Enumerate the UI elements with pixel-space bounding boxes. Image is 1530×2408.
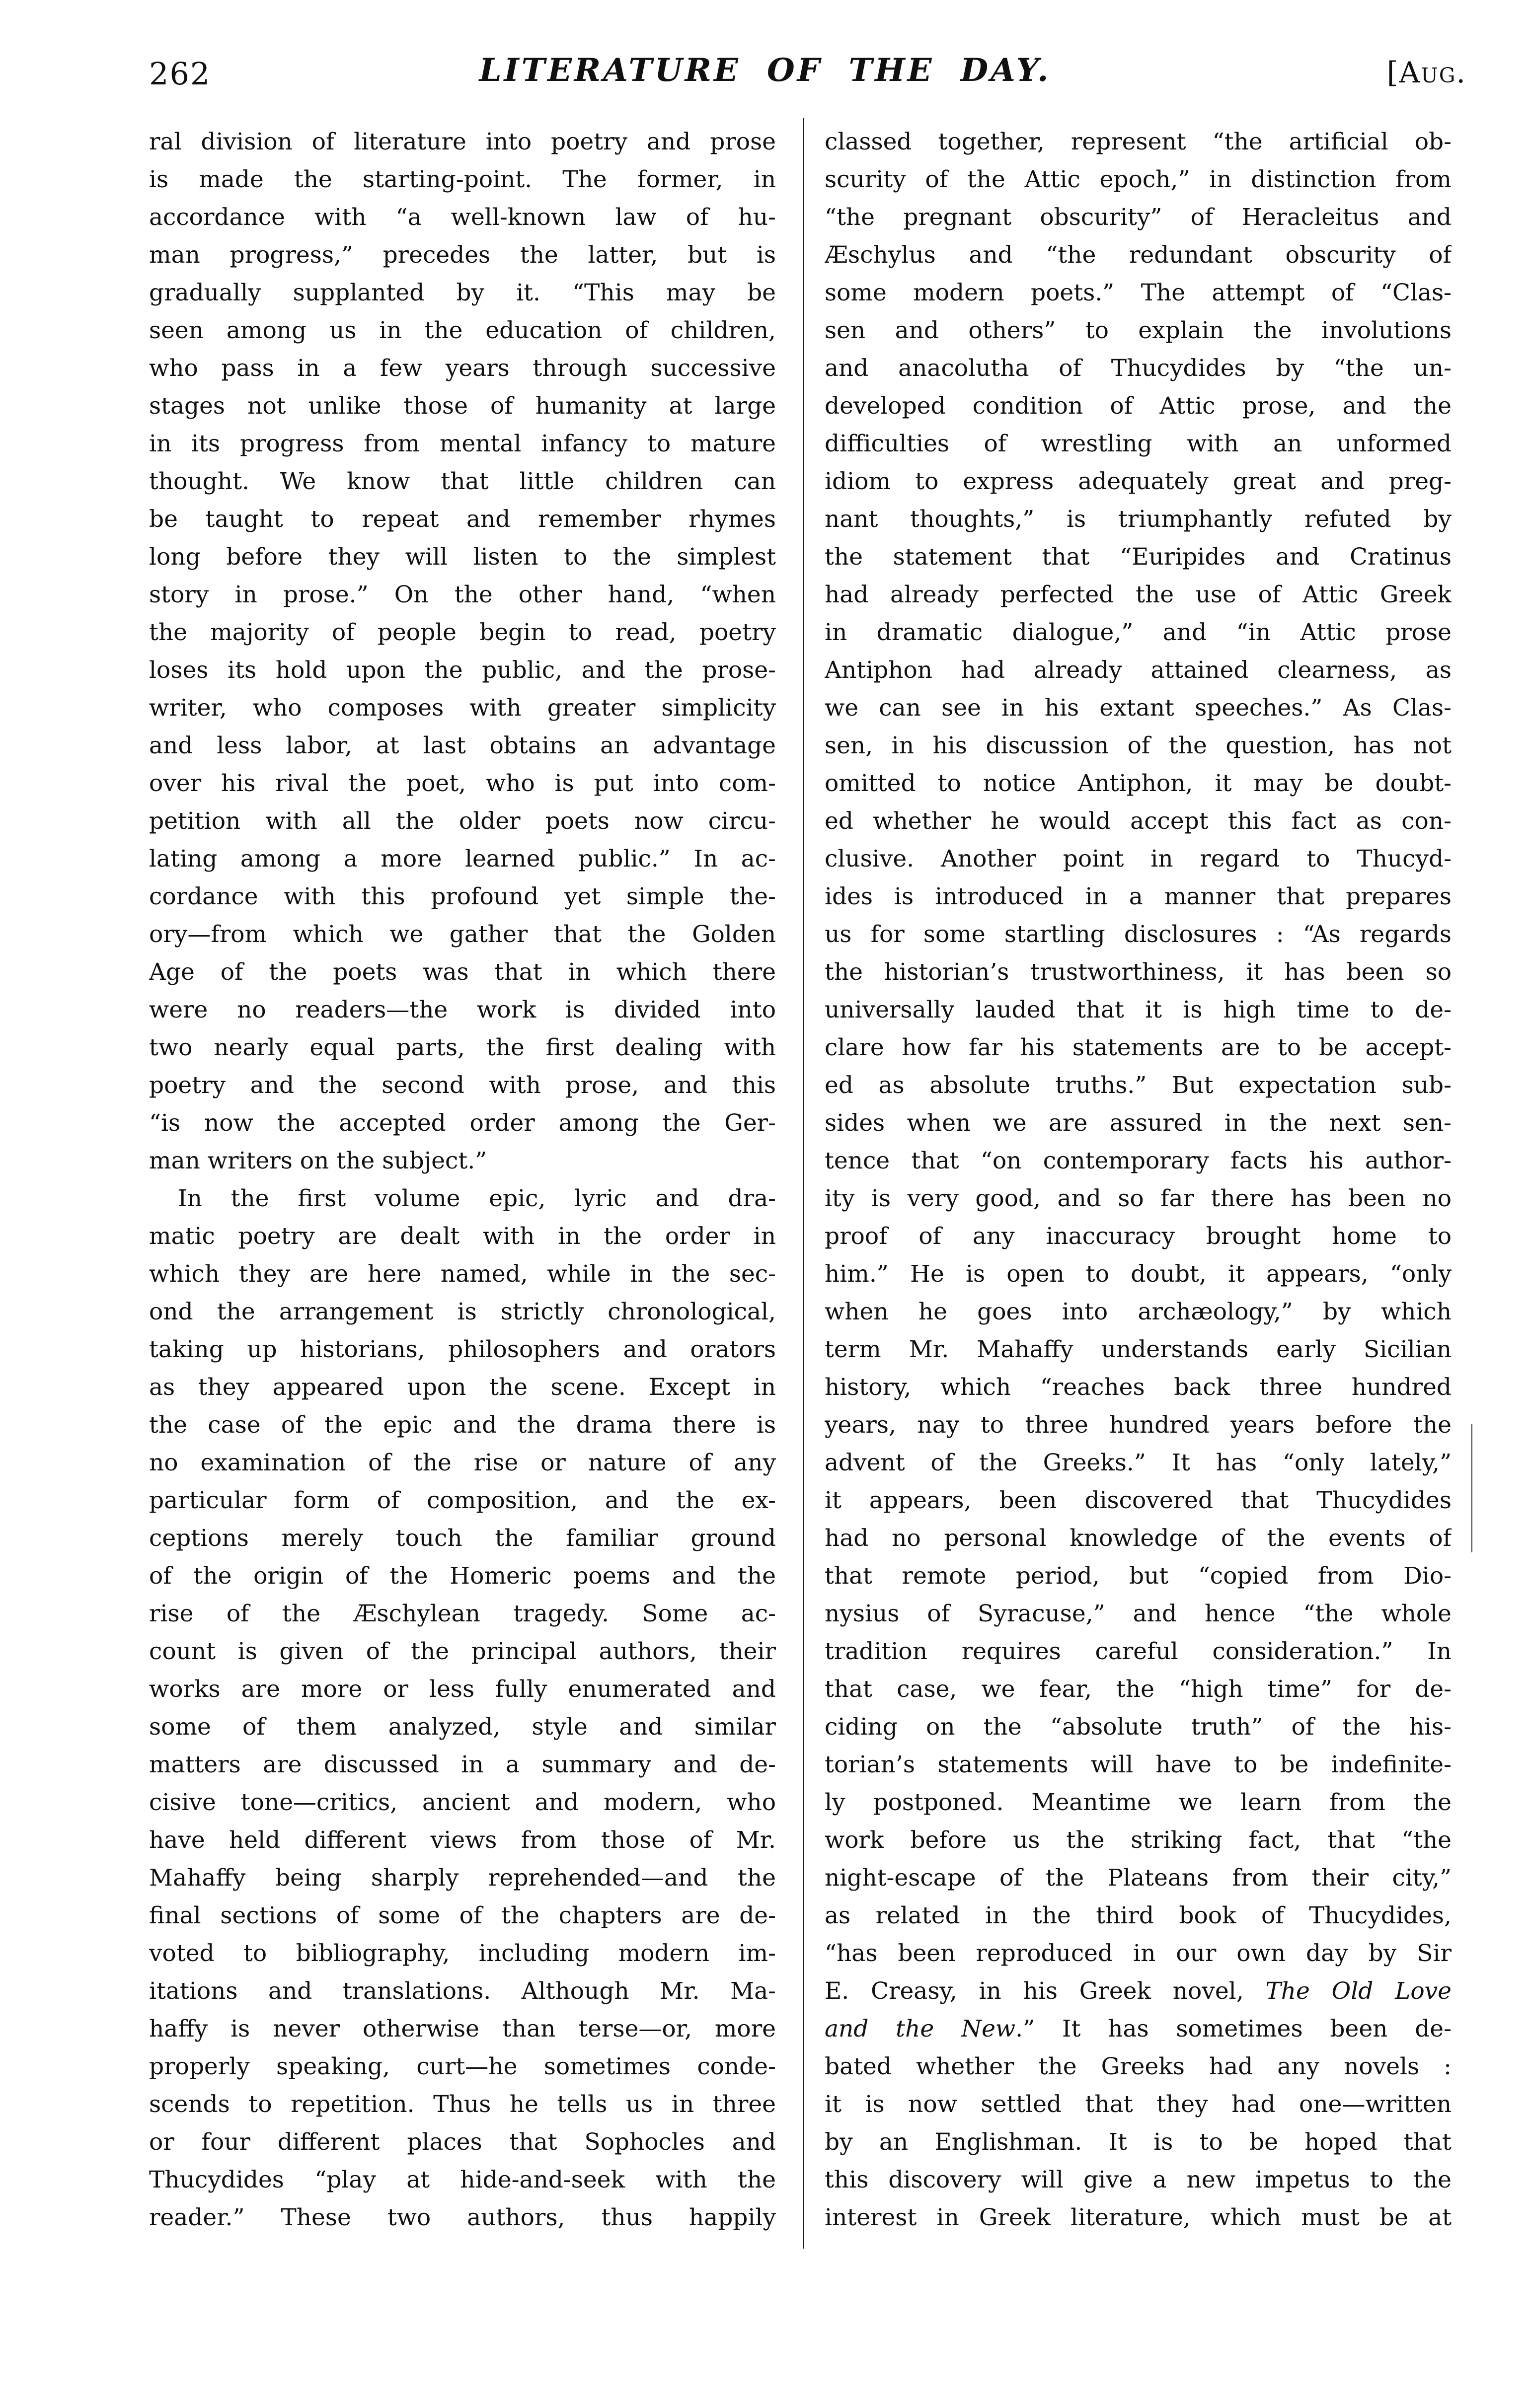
text-line: ory—from which we gather that the Golden: [149, 921, 776, 948]
text-line: rise of the Æschylean tragedy. Some ac-: [149, 1600, 776, 1627]
text-line: nant thoughts,” is triumphantly refuted by: [825, 506, 1452, 533]
text-line: ciding on the “absolute truth” of the his-: [825, 1713, 1452, 1741]
text-line: E. Creasy, in his Greek novel, The Old Love: [825, 1977, 1452, 2005]
text-line: matic poetry are dealt with in the order in: [149, 1223, 776, 1250]
text-line: ed whether he would accept this fact as con-: [825, 807, 1452, 835]
text-line: years, nay to three hundred years before the: [825, 1411, 1452, 1439]
text-line: cordance with this profound yet simple the-: [149, 883, 776, 910]
text-line: gradually supplanted by it. “This may be: [149, 279, 776, 306]
text-line: which they are here named, while in the sec-: [149, 1260, 776, 1288]
text-line: be taught to repeat and remember rhymes: [149, 506, 776, 533]
text-line: us for some startling disclosures : “As regards: [825, 921, 1452, 948]
text-line: by an Englishman. It is to be hoped that: [825, 2128, 1452, 2156]
text-line: it is now settled that they had one—written: [825, 2091, 1452, 2118]
text-line: ity is very good, and so far there has been no: [825, 1185, 1452, 1212]
text-line: story in prose.” On the other hand, “when: [149, 581, 776, 608]
text-line: or four different places that Sophocles and: [149, 2128, 776, 2156]
text-line: some of them analyzed, style and similar: [149, 1713, 776, 1741]
text-line: In the first volume epic, lyric and dra-: [178, 1185, 776, 1212]
text-column-left: [149, 123, 776, 2237]
text-line: clusive. Another point in regard to Thucyd-: [825, 845, 1452, 873]
text-line: that remote period, but “copied from Dio-: [825, 1562, 1452, 1590]
text-line: sides when we are assured in the next sen-: [825, 1109, 1452, 1137]
text-line: were no readers—the work is divided into: [149, 996, 776, 1023]
text-line: ed as absolute truths.” But expectation sub-: [825, 1072, 1452, 1099]
text-line: thought. We know that little children can: [149, 468, 776, 495]
text-line: ly postponed. Meantime we learn from the: [825, 1789, 1452, 1816]
text-line: scurity of the Attic epoch,” in distinction from: [825, 166, 1452, 193]
text-line: of the origin of the Homeric poems and the: [149, 1562, 776, 1590]
text-line: had already perfected the use of Attic Greek: [825, 581, 1452, 608]
text-line: work before us the striking fact, that “the: [825, 1826, 1452, 1854]
text-line: in its progress from mental infancy to mature: [149, 430, 776, 457]
book-title-italic: and the New: [825, 2015, 1016, 2043]
text-line: writer, who composes with greater simplicity: [149, 694, 776, 722]
text-line: taking up historians, philosophers and orators: [149, 1336, 776, 1363]
text-column-right: [825, 123, 1452, 2237]
text-line: “has been reproduced in our own day by Sir: [825, 1940, 1452, 1967]
text-line: is made the starting-point. The former, in: [149, 166, 776, 193]
text-line: torian’s statements will have to be indefinite-: [825, 1751, 1452, 1778]
text-line: term Mr. Mahaffy understands early Sicilian: [825, 1336, 1452, 1363]
text-line: sen, in his discussion of the question, has not: [825, 732, 1452, 759]
text-line: in dramatic dialogue,” and “in Attic prose: [825, 619, 1452, 646]
text-line: two nearly equal parts, the first dealing with: [149, 1034, 776, 1061]
text-line: history, which “reaches back three hundred: [825, 1374, 1452, 1401]
text-line: advent of the Greeks.” It has “only lately,”: [825, 1449, 1452, 1476]
text-line: the statement that “Euripides and Cratinus: [825, 543, 1452, 571]
text-line: seen among us in the education of children,: [149, 317, 776, 344]
scan-artifact-line: [1471, 1424, 1472, 1552]
text-line: scends to repetition. Thus he tells us in three: [149, 2091, 776, 2118]
text-line: haffy is never otherwise than terse—or, more: [149, 2015, 776, 2043]
text-line: omitted to notice Antiphon, it may be doubt-: [825, 770, 1452, 797]
text-line: difficulties of wrestling with an unformed: [825, 430, 1452, 457]
text-line: stages not unlike those of humanity at large: [149, 392, 776, 420]
text-line: over his rival the poet, who is put into com-: [149, 770, 776, 797]
text-line: poetry and the second with prose, and this: [149, 1072, 776, 1099]
page-number: 262: [149, 56, 211, 92]
text-line: voted to bibliography, including modern im-: [149, 1940, 776, 1967]
text-line: night-escape of the Plateans from their city,”: [825, 1864, 1452, 1892]
text-line: Age of the poets was that in which there: [149, 958, 776, 986]
text-line: bated whether the Greeks had any novels :: [825, 2053, 1452, 2080]
text-line: developed condition of Attic prose, and the: [825, 392, 1452, 420]
text-line: interest in Greek literature, which must be at: [825, 2204, 1452, 2231]
column-divider-rule: [803, 118, 804, 2249]
text-line: ond the arrangement is strictly chronological,: [149, 1298, 776, 1325]
text-line: this discovery will give a new impetus to the: [825, 2166, 1452, 2193]
text-line: Antiphon had already attained clearness, as: [825, 657, 1452, 684]
text-line: man progress,” precedes the latter, but is: [149, 241, 776, 269]
text-line: that case, we fear, the “high time” for de-: [825, 1676, 1452, 1703]
text-line: itations and translations. Although Mr. Ma-: [149, 1977, 776, 2005]
text-line: tradition requires careful consideration.” In: [825, 1638, 1452, 1665]
text-line: lating among a more learned public.” In ac-: [149, 845, 776, 873]
issue-month-label: [Aug.: [1386, 56, 1466, 89]
text-line: some modern poets.” The attempt of “Clas-: [825, 279, 1452, 306]
text-line: had no personal knowledge of the events of: [825, 1525, 1452, 1552]
text-line: ceptions merely touch the familiar ground: [149, 1525, 776, 1552]
running-title: LITERATURE OF THE DAY.: [479, 52, 1051, 89]
text-line: tence that “on contemporary facts his author-: [825, 1147, 1452, 1174]
text-line: idiom to express adequately great and preg-: [825, 468, 1452, 495]
text-line: classed together, represent “the artificial ob-: [825, 128, 1452, 155]
text-line: universally lauded that it is high time to de-: [825, 996, 1452, 1023]
text-line: nysius of Syracuse,” and hence “the whole: [825, 1600, 1452, 1627]
text-line: works are more or less fully enumerated and: [149, 1676, 776, 1703]
text-line: particular form of composition, and the ex-: [149, 1487, 776, 1514]
text-line: cisive tone—critics, ancient and modern, who: [149, 1789, 776, 1816]
text-line: when he goes into archæology,” by which: [825, 1298, 1452, 1325]
text-line: who pass in a few years through successive: [149, 355, 776, 382]
text-line: loses its hold upon the public, and the prose-: [149, 657, 776, 684]
text-line: Æschylus and “the redundant obscurity of: [825, 241, 1452, 269]
text-line: Mahaffy being sharply reprehended—and the: [149, 1864, 776, 1892]
text-line: count is given of the principal authors, their: [149, 1638, 776, 1665]
text-line: no examination of the rise or nature of any: [149, 1449, 776, 1476]
text-line: and anacolutha of Thucydides by “the un-: [825, 355, 1452, 382]
text-line: petition with all the older poets now circu-: [149, 807, 776, 835]
text-line: as they appeared upon the scene. Except in: [149, 1374, 776, 1401]
text-line: the majority of people begin to read, poetry: [149, 619, 776, 646]
text-line: “the pregnant obscurity” of Heracleitus and: [825, 204, 1452, 231]
text-line: “is now the accepted order among the Ger-: [149, 1109, 776, 1137]
text-line: proof of any inaccuracy brought home to: [825, 1223, 1452, 1250]
book-title-italic: The Old Love: [1265, 1977, 1452, 2005]
text-line: properly speaking, curt—he sometimes conde-: [149, 2053, 776, 2080]
text-line: the historian’s trustworthiness, it has been so: [825, 958, 1452, 986]
text-line: reader.” These two authors, thus happily: [149, 2204, 776, 2231]
text-line: matters are discussed in a summary and de-: [149, 1751, 776, 1778]
text-line: accordance with “a well-known law of hu-: [149, 204, 776, 231]
text-line: ides is introduced in a manner that prepares: [825, 883, 1452, 910]
text-line: it appears, been discovered that Thucydides: [825, 1487, 1452, 1514]
text-line: him.” He is open to doubt, it appears, “only: [825, 1260, 1452, 1288]
text-line: and the New.” It has sometimes been de-: [825, 2015, 1452, 2043]
text-line: final sections of some of the chapters are de-: [149, 1902, 776, 1929]
text-line: ral division of literature into poetry and prose: [149, 128, 776, 155]
text-line: sen and others” to explain the involutions: [825, 317, 1452, 344]
text-line: long before they will listen to the simplest: [149, 543, 776, 571]
text-line: and less labor, at last obtains an advantage: [149, 732, 776, 759]
text-line: we can see in his extant speeches.” As Clas-: [825, 694, 1452, 722]
text-line: man writers on the subject.”: [149, 1147, 487, 1174]
text-line: the case of the epic and the drama there is: [149, 1411, 776, 1439]
text-line: have held different views from those of Mr.: [149, 1826, 776, 1854]
text-line: Thucydides “play at hide-and-seek with the: [149, 2166, 776, 2193]
text-line: as related in the third book of Thucydides,: [825, 1902, 1452, 1929]
text-line: clare how far his statements are to be accept-: [825, 1034, 1452, 1061]
